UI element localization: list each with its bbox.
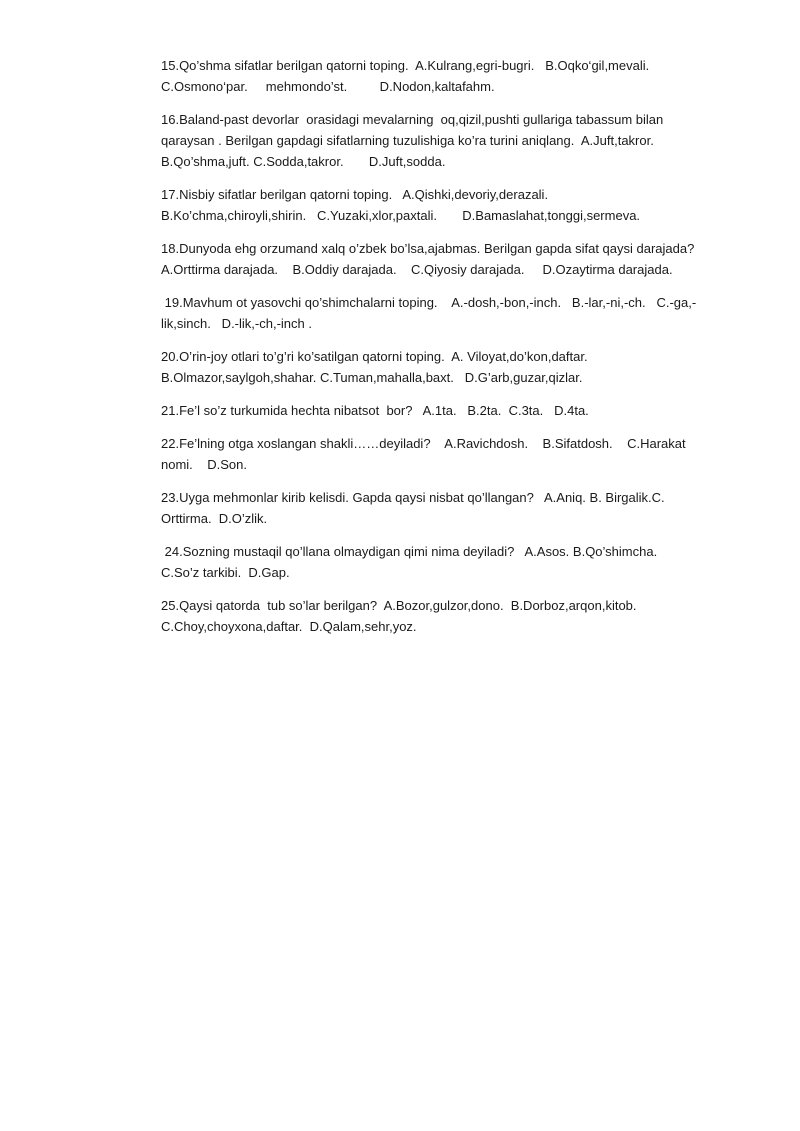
question-23: 23.Uyga mehmonlar kirib kelisdi. Gapda qaysi nisbat qo’llangan? A.Aniq. B. Birgalik.C. Orttirma. D.O’zlik. <box>161 490 669 526</box>
question-25: 25.Qaysi qatorda tub so’lar berilgan? A.Bozor,gulzor,dono. B.Dorboz,arqon,kitob. C.Choy,choyxona,daftar. D.Qalam,sehr,yoz. <box>161 598 648 634</box>
question-17: 17.Nisbiy sifatlar berilgan qatorni toping. A.Qishki,devoriy,derazali. B.Ko’chma,chiroyli,shirin. C.Yuzaki,xlor,paxtali. D.Bamaslahat,tonggi,sermeva. <box>161 187 641 223</box>
question-15: 15.Qo’shma sifatlar berilgan qatorni toping. A.Kulrang,egri-bugri. B.Oqko‘gil,mevali. C.Osmono‘par. mehmondo’st. D.Nodon,kaltafahm. <box>161 58 661 94</box>
question-list <box>161 55 701 649</box>
question-22: 22.Fe’lning otga xoslangan shakli……deyiladi? A.Ravichdosh. B.Sifatdosh. C.Harakat nomi. D.Son. <box>161 436 690 472</box>
question-21: 21.Fe’l so’z turkumida hechta nibatsot bor? A.1ta. B.2ta. C.3ta. D.4ta. <box>161 403 589 418</box>
question-18: 18.Dunyoda ehg orzumand xalq o’zbek bo’lsa,ajabmas. Berilgan gapda sifat qaysi darajada? A.Orttirma darajada. B.Oddiy darajada. C.Qiyosiy darajada. D.Ozaytirma darajada. <box>161 241 701 277</box>
question-19: 19.Mavhum ot yasovchi qo’shimchalarni toping. A.-dosh,-bon,-inch. B.-lar,-ni,-ch. C.-ga,-lik,sinch. D.-lik,-ch,-inch . <box>161 295 697 331</box>
question-24: 24.Sozning mustaqil qo’llana olmaydigan qimi nima deyiladi? A.Asos. B.Qo’shimcha. C.So’z tarkibi. D.Gap. <box>161 544 669 580</box>
question-16: 16.Baland-past devorlar orasidagi mevalarning oq,qizil,pushti gullariga tabassum bilan qaraysan . Berilgan gapdagi sifatlarning tuzulishiga ko’ra turini aniqlang. A.Juft,takror. B.Qo’shma,juft. C.Sodda,takror. D.Juft,sodda. <box>161 112 667 169</box>
question-20: 20.O’rin-joy otlari to’g’ri ko’satilgan qatorni toping. A. Viloyat,do’kon,daftar. B.Olmazor,saylgoh,shahar. C.Tuman,mahalla,baxt. D.G’arb,guzar,qizlar. <box>161 349 599 385</box>
